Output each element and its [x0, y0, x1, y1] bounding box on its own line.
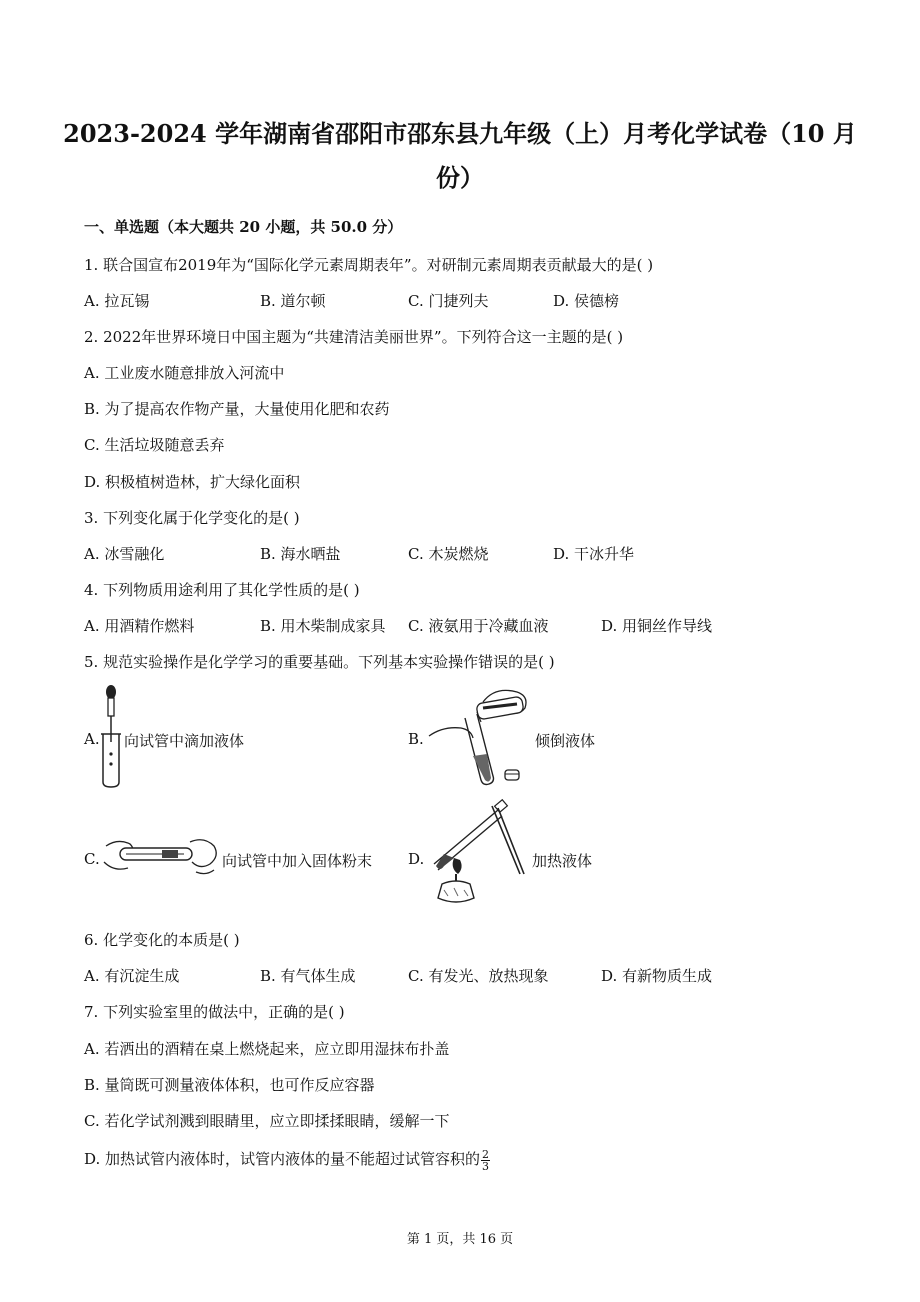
q7-option-b: B. 量筒既可测量液体体积，也可作反应容器: [84, 1076, 375, 1094]
fraction-numerator: 2: [482, 1147, 490, 1161]
q3-option-c: C. 木炭燃烧: [408, 545, 489, 563]
q6-option-c: C. 有发光、放热现象: [408, 967, 549, 985]
q2-option-d: D. 积极植树造林，扩大绿化面积: [84, 473, 301, 491]
q2-option-b: B. 为了提高农作物产量，大量使用化肥和农药: [84, 400, 390, 418]
q4-option-c: C. 液氨用于冷藏血液: [408, 617, 549, 635]
q1-option-a: A. 拉瓦锡: [84, 292, 150, 310]
q1-option-b: B. 道尔顿: [260, 292, 326, 310]
q7-option-d: D. 加热试管内液体时，试管内液体的量不能超过试管容积的: [84, 1150, 481, 1168]
question-2-stem: 2. 2022年世界环境日中国主题为“共建清洁美丽世界”。下列符合这一主题的是( ): [84, 328, 624, 346]
q1-option-d: D. 侯德榜: [553, 292, 620, 310]
q5-option-a-text: 向试管中滴加液体: [124, 732, 245, 750]
q5-option-b-letter: B.: [408, 730, 424, 748]
question-6-stem: 6. 化学变化的本质是( ): [84, 931, 240, 949]
q2-option-a: A. 工业废水随意排放入河流中: [84, 364, 285, 382]
question-7-stem: 7. 下列实验室里的做法中，正确的是( ): [84, 1003, 345, 1021]
question-3-stem: 3. 下列变化属于化学变化的是( ): [84, 509, 300, 527]
q7-option-a: A. 若洒出的酒精在桌上燃烧起来，应立即用湿抹布扑盖: [84, 1040, 450, 1058]
powder-test-tube-figure: [100, 832, 222, 880]
q3-option-d: D. 干冰升华: [553, 545, 635, 563]
q1-option-c: C. 门捷列夫: [408, 292, 489, 310]
q6-option-d: D. 有新物质生成: [601, 967, 713, 985]
pouring-liquid-figure: [425, 682, 535, 790]
dropper-test-tube-figure: [98, 684, 124, 788]
q6-option-b: B. 有气体生成: [260, 967, 356, 985]
q5-option-d-letter: D.: [408, 850, 425, 868]
q5-option-a-letter: A.: [84, 730, 100, 748]
q7-option-d-row: [84, 1148, 490, 1172]
exam-title: [60, 112, 860, 200]
q2-option-c: C. 生活垃圾随意丢弃: [84, 436, 225, 454]
q5-option-c-text: 向试管中加入固体粉末: [222, 852, 373, 870]
q3-option-a: A. 冰雪融化: [84, 545, 165, 563]
page-footer: 第 1 页，共 16 页: [406, 1232, 514, 1247]
q4-option-b: B. 用木柴制成家具: [260, 617, 386, 635]
q4-option-d: D. 用铜丝作导线: [601, 617, 713, 635]
question-1-stem: 1. 联合国宣布2019年为“国际化学元素周期表年”。对研制元素周期表贡献最大的是( ): [84, 256, 654, 274]
q4-option-a: A. 用酒精作燃料: [84, 617, 195, 635]
section-heading: 一、单选题（本大题共 20 小题，共 50.0 分）: [84, 218, 403, 236]
title-line-1: 2023-2024 学年湖南省邵阳市邵东县九年级（上）月考化学试卷（10 月: [63, 119, 857, 148]
q5-option-c-letter: C.: [84, 850, 100, 868]
title-line-2: 份）: [436, 163, 484, 192]
q7-option-c: C. 若化学试剂溅到眼睛里，应立即揉揉眼睛，缓解一下: [84, 1112, 450, 1130]
q5-option-b-text: 倾倒液体: [535, 732, 596, 750]
two-thirds-fraction: [481, 1149, 490, 1172]
heating-liquid-figure: [424, 798, 530, 908]
question-4-stem: 4. 下列物质用途利用了其化学性质的是( ): [84, 581, 360, 599]
q3-option-b: B. 海水晒盐: [260, 545, 341, 563]
q6-option-a: A. 有沉淀生成: [84, 967, 180, 985]
question-5-stem: 5. 规范实验操作是化学学习的重要基础。下列基本实验操作错误的是( ): [84, 653, 555, 671]
q5-option-d-text: 加热液体: [532, 852, 593, 870]
fraction-denominator: 3: [482, 1159, 490, 1173]
